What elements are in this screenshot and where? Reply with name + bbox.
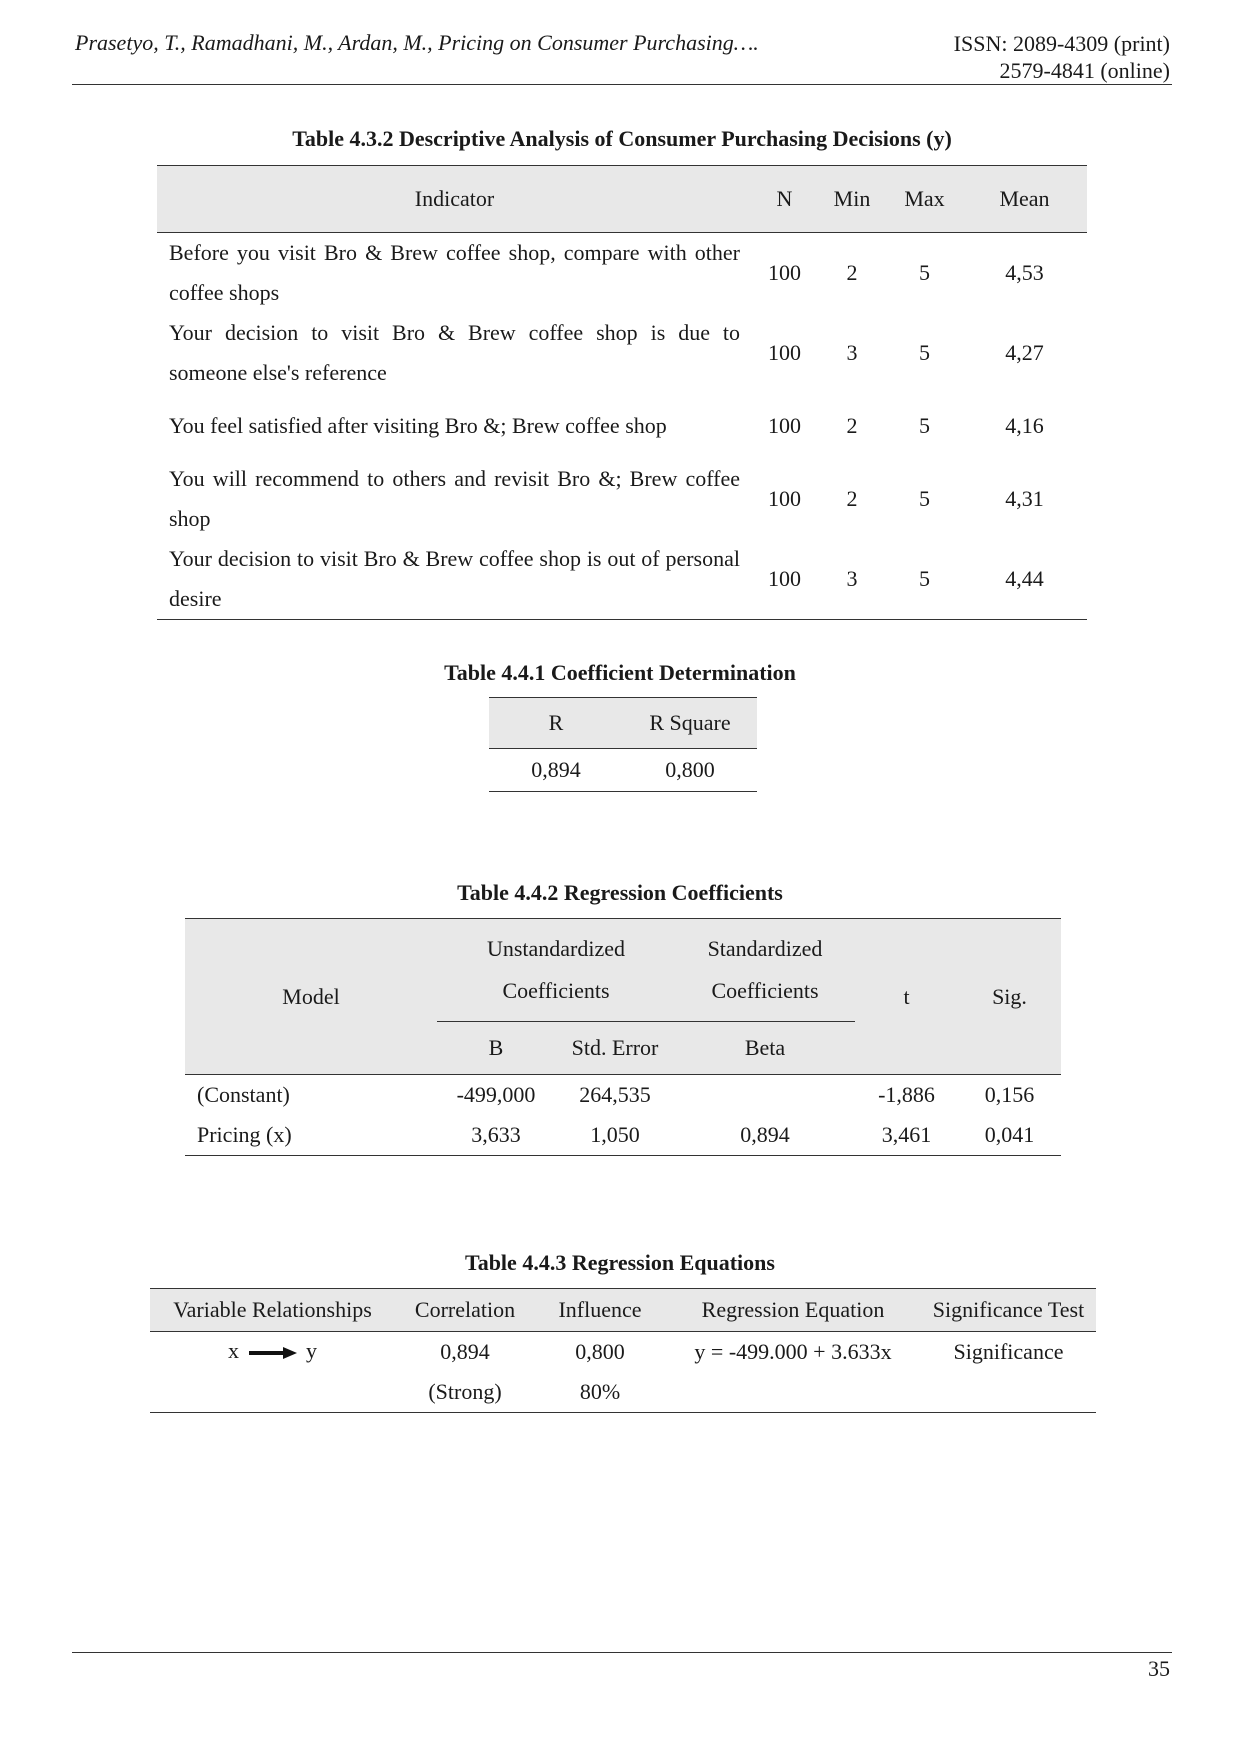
footer-rule: [72, 1652, 1172, 1653]
column-header: Correlation: [395, 1289, 535, 1332]
mean-cell: 4,31: [1005, 486, 1044, 511]
indicator-cell: You feel satisfied after visiting Bro &; Brew coffee shop: [169, 413, 667, 438]
regression-equation-cell: y = -499.000 + 3.633x: [694, 1339, 892, 1364]
max-cell: 5: [919, 486, 930, 511]
running-header-issn: [954, 30, 1170, 84]
std-error-cell: 1,050: [590, 1122, 640, 1147]
coefficient-determination-table: [489, 697, 757, 792]
n-cell: 100: [768, 413, 801, 438]
n-cell: 100: [768, 260, 801, 285]
table-caption-regression-equations: Table 4.4.3 Regression Equations: [465, 1250, 775, 1275]
indicator-cell: Your decision to visit Bro & Brew coffee shop is out of personal desire: [169, 546, 740, 611]
t-header: t: [855, 919, 958, 1075]
correlation-note-cell: (Strong): [428, 1379, 502, 1404]
variable-x: x: [228, 1338, 239, 1364]
column-header: Significance Test: [921, 1289, 1096, 1332]
regression-coefficients-table: [185, 918, 1061, 1156]
table-row: [157, 459, 1087, 539]
max-cell: 5: [919, 413, 930, 438]
table-row: [150, 1332, 1096, 1373]
max-cell: 5: [919, 566, 930, 591]
table-row: [157, 393, 1087, 459]
min-cell: 2: [846, 413, 858, 438]
b-header: B: [437, 1022, 555, 1075]
significance-cell: Significance: [953, 1339, 1064, 1364]
standardized-header: [675, 919, 855, 1022]
table-caption-coefficient-determination: Table 4.4.1 Coefficient Determination: [444, 660, 796, 685]
column-header: Influence: [535, 1289, 665, 1332]
table-row: [157, 313, 1087, 393]
table-row: [150, 1372, 1096, 1413]
running-header-citation: Prasetyo, T., Ramadhani, M., Ardan, M., Pricing on Consumer Purchasing….: [75, 30, 759, 55]
min-cell: 3: [846, 340, 858, 365]
column-header: R: [489, 698, 623, 749]
coefficients-label: Coefficients: [711, 978, 819, 1003]
min-cell: 3: [846, 566, 858, 591]
model-header: Model: [185, 919, 437, 1075]
table-caption-regression-coefficients: Table 4.4.2 Regression Coefficients: [457, 880, 783, 905]
table-row: [489, 749, 757, 792]
descriptive-analysis-table: [157, 165, 1087, 620]
header-rule: [72, 84, 1172, 85]
column-header: Min: [817, 166, 887, 233]
min-cell: 2: [846, 486, 858, 511]
n-cell: 100: [768, 566, 801, 591]
influence-cell: 0,800: [575, 1339, 625, 1364]
r-square-cell: 0,800: [665, 757, 715, 782]
n-cell: 100: [768, 486, 801, 511]
unstandardized-header: [437, 919, 675, 1022]
indicator-cell: You will recommend to others and revisit Bro &; Brew coffee shop: [169, 466, 740, 531]
influence-percent-cell: 80%: [579, 1379, 621, 1404]
issn-print: ISSN: 2089-4309 (print): [953, 31, 1170, 56]
t-cell: 3,461: [881, 1122, 932, 1147]
table-header-row: [185, 919, 1061, 1022]
empty-cell: [921, 1372, 1096, 1413]
sig-cell: 0,041: [984, 1122, 1035, 1147]
sig-header: Sig.: [958, 919, 1061, 1075]
column-header: Indicator: [157, 166, 752, 233]
indicator-cell: Before you visit Bro & Brew coffee shop, compare with other coffee shops: [169, 240, 740, 305]
n-cell: 100: [768, 340, 801, 365]
mean-cell: 4,44: [1005, 566, 1044, 591]
model-cell: Pricing (x): [197, 1122, 292, 1147]
regression-equations-table: [150, 1288, 1096, 1413]
model-cell: (Constant): [197, 1082, 290, 1107]
min-cell: 2: [846, 260, 858, 285]
table-row: [157, 233, 1087, 314]
arrow-right-icon: [249, 1340, 297, 1366]
std-error-header: Std. Error: [555, 1022, 675, 1075]
table-row: [185, 1075, 1061, 1116]
column-header: N: [752, 166, 817, 233]
table-row: [157, 539, 1087, 620]
variable-relationship-cell: [150, 1332, 395, 1373]
sig-cell: 0,156: [984, 1082, 1035, 1107]
issn-online: 2579-4841 (online): [999, 58, 1170, 83]
b-cell: -499,000: [456, 1082, 536, 1107]
table-header-row: [150, 1289, 1096, 1332]
page-number: 35: [1148, 1656, 1170, 1681]
empty-cell: [150, 1372, 395, 1413]
b-cell: 3,633: [471, 1122, 521, 1147]
column-header: R Square: [623, 698, 757, 749]
mean-cell: 4,16: [1005, 413, 1044, 438]
unstandardized-label: Unstandardized: [486, 936, 626, 961]
std-error-cell: 264,535: [579, 1082, 651, 1107]
variable-y: y: [306, 1338, 317, 1364]
max-cell: 5: [919, 260, 930, 285]
column-header: Max: [887, 166, 962, 233]
table-header-row: [157, 166, 1087, 233]
correlation-cell: 0,894: [440, 1339, 490, 1364]
max-cell: 5: [919, 340, 930, 365]
empty-cell: [665, 1372, 921, 1413]
mean-cell: 4,53: [1005, 260, 1044, 285]
column-header: Variable Relationships: [150, 1289, 395, 1332]
indicator-cell: Your decision to visit Bro & Brew coffee shop is due to someone else's reference: [169, 320, 740, 385]
beta-cell: 0,894: [740, 1122, 790, 1147]
mean-cell: 4,27: [1005, 340, 1044, 365]
standardized-label: Standardized: [707, 936, 823, 961]
table-caption-descriptive: Table 4.3.2 Descriptive Analysis of Consumer Purchasing Decisions (y): [292, 126, 952, 151]
table-row: [185, 1115, 1061, 1156]
table-header-row: [489, 698, 757, 749]
column-header: Regression Equation: [665, 1289, 921, 1332]
beta-cell: [675, 1075, 855, 1116]
t-cell: -1,886: [878, 1082, 935, 1107]
r-cell: 0,894: [531, 757, 581, 782]
beta-header: Beta: [675, 1022, 855, 1075]
coefficients-label: Coefficients: [502, 978, 610, 1003]
column-header: Mean: [962, 166, 1087, 233]
